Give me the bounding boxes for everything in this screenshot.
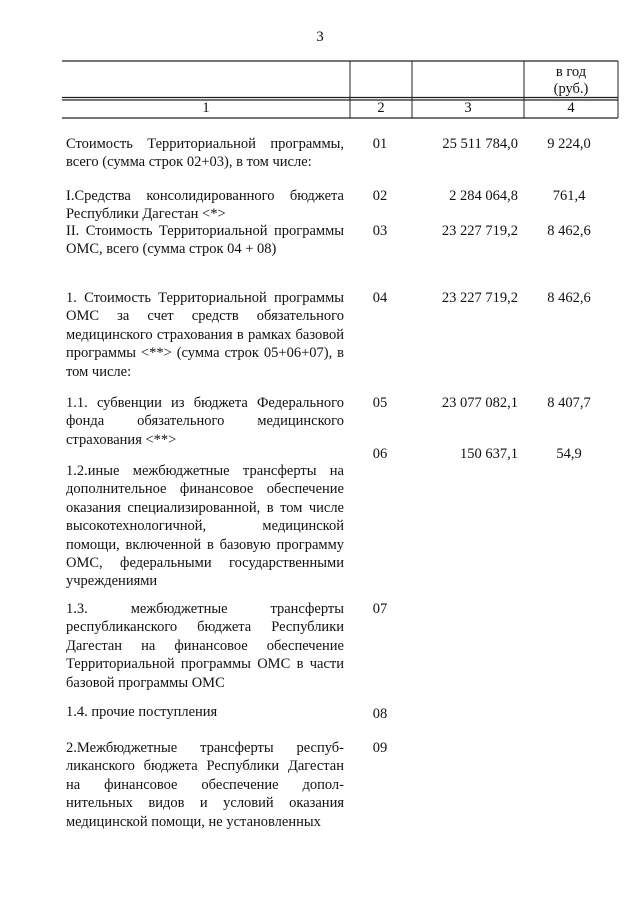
row-total: 150 637,1 <box>460 446 518 462</box>
row-description: 1.1. субвенции из бюджета Федерального фонда обязательного медицинского страхования <**> <box>66 395 344 448</box>
row-code: 03 <box>372 223 388 239</box>
row-code: 09 <box>372 740 388 756</box>
row-per-capita: 54,9 <box>556 446 582 462</box>
row-description: II. Стоимость Территориальной программы ОМС, всего (сумма строк 04 + 08) <box>66 223 344 258</box>
row-total: 2 284 064,8 <box>449 188 518 204</box>
row-code: 05 <box>372 395 388 411</box>
row-description: 1. Стоимость Территориальной программы ОМС за счет средств обязательного медицинского страхования в рамках базовой программы <**> (сумма строк 05+06+07), в том числе: <box>66 290 344 380</box>
column-number-4: 4 <box>567 100 575 116</box>
unit-header: в год (руб.) <box>553 64 589 97</box>
row-total: 25 511 784,0 <box>442 136 518 152</box>
row-code: 01 <box>372 136 388 152</box>
row-code: 08 <box>372 706 388 722</box>
row-per-capita: 761,4 <box>552 188 586 204</box>
column-number-3: 3 <box>464 100 472 116</box>
row-code: 02 <box>372 188 388 204</box>
column-number-2: 2 <box>377 100 385 116</box>
column-number-1: 1 <box>202 100 210 116</box>
row-description: 1.4. прочие поступления <box>66 704 218 720</box>
page-number: 3 <box>316 29 324 45</box>
row-total: 23 227 719,2 <box>441 223 518 239</box>
row-total: 23 227 719,2 <box>441 290 518 306</box>
row-per-capita: 8 462,6 <box>547 290 591 306</box>
row-total: 23 077 082,1 <box>441 395 518 411</box>
row-per-capita: 8 462,6 <box>547 223 591 239</box>
row-description: I.Средства консолидированного бюджета Республики Дагестан <*> <box>66 188 344 223</box>
row-per-capita: 8 407,7 <box>547 395 591 411</box>
row-description: 1.2.иные межбюджетные трансферты на дополнительное финансовое обеспечение оказания специализированной, в том числе высокотехнологичной, медицинской помощи, включенной в базовую программу ОМС, федеральными государственными учреждениями <box>66 463 344 590</box>
row-per-capita: 9 224,0 <box>547 136 591 152</box>
row-code: 04 <box>372 290 388 306</box>
row-description: Стоимость Территориальной программы, всего (сумма строк 02+03), в том числе: <box>66 136 344 171</box>
row-description: 1.3. межбюджетные трансферты республиканского бюджета Республики Дагестан на финансовое обеспечение Территориальной программы ОМС в части базовой программы ОМС <box>66 601 344 691</box>
row-code: 06 <box>372 446 388 462</box>
row-description: 2.Межбюджетные трансферты респуб-ликанского бюджета Республики Дагестан на финансовое обеспечение допол-нительных видов и условий оказания медицинской помощи, не установленных <box>66 740 344 830</box>
row-code: 07 <box>372 601 388 617</box>
